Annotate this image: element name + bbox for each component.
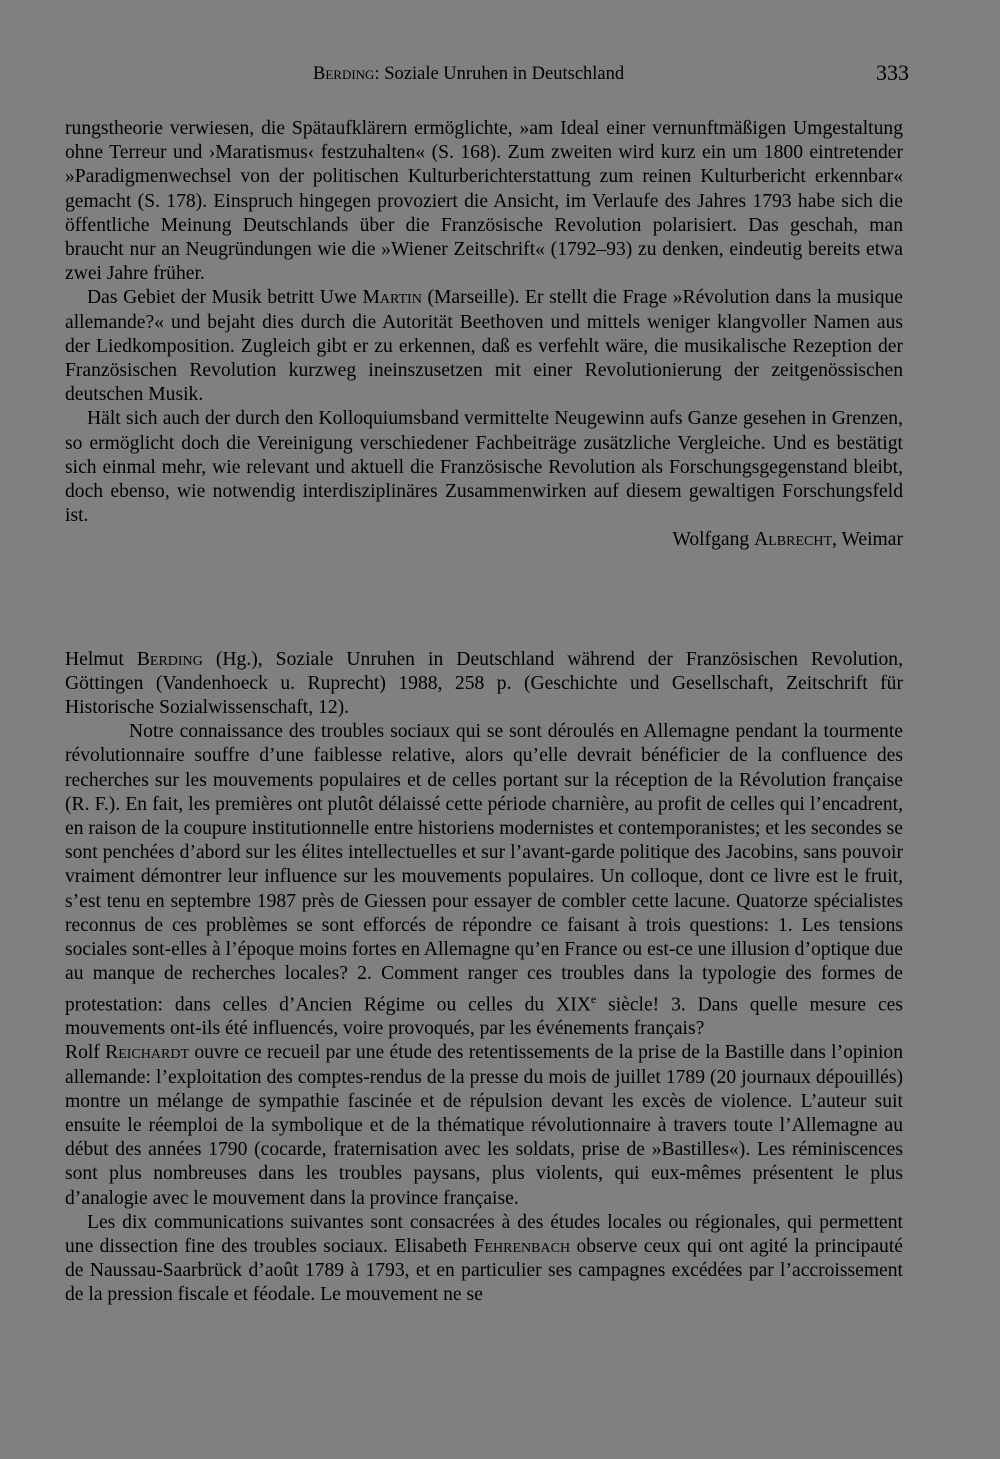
text-run: Helmut xyxy=(65,648,137,670)
running-title xyxy=(313,64,624,85)
text-run: siècle! 3. Dans quelle mesure ces mouvements ont-ils été influencés, voire provoqués, par les événements français? xyxy=(65,994,903,1040)
review1-paragraph-3: Hält sich auch der durch den Kolloquiumsband vermittelte Neugewinn aufs Ganze gesehen in Grenzen, so ermöglicht doch die Vereinigung verschiedener Fachbeiträge zusätzliche Vergleiche. Und es bestätigt sich einmal mehr, wie relevant und aktuell die Französische Revolution als Forschungsgegenstand bleibt, doch ebenso, wie notwendig interdisziplinäres Zusammenwirken auf diesem gewaltigen Forschungsfeld ist. xyxy=(65,408,903,527)
review1-signature xyxy=(65,528,903,552)
text-run: (Hg.), Soziale Unruhen in Deutschland während der Französischen Revolution, Göttingen (Vandenhoeck u. Ruprecht) 1988, 258 p. (Geschichte und Gesellschaft, Zeitschrift für Historische Sozialwissenschaft, 12). xyxy=(65,648,903,719)
author-name: Fehrenbach xyxy=(473,1236,571,1258)
author-name: Martin xyxy=(362,287,422,309)
text-run: Notre connaissance des troubles sociaux qui se sont déroulés en Allemagne pendant la tourmente révolutionnaire souffre d’une faiblesse relative, alors qu’elle devrait bénéficier de la confluence des recherches sur les mouvements populaires et de celles portant sur la réception de la Révolution française (R. F.). En fait, les premières ont plutôt délaissé cette période charnière, au profit de celles qui l’encadrent, en raison de la coupure institutionnelle entre historiens modernistes et contemporanistes; et les secondes se sont penchées d’abord sur les élites intellectuelles et sur l’avant-garde politique des Jacobins, sans pouvoir vraiment démontrer leur influence sur les mouvements populaires. Un colloque, dont ce livre est le fruit, s’est tenu en septembre 1987 près de Giessen pour essayer de combler cette lacune. Quatorze spécialistes reconnus de ces problèmes se sont efforcés de répondre ce faisant à trois questions: 1. Les tensions sociales sont-elles à l’époque moins fortes en Allemagne qu’en France ou est-ce une illusion d’optique due au manque de recherches locales? 2. Comment ranger ces troubles dans la typologie des formes de protestation: dans celles d’Ancien Régime ou celles du XIX xyxy=(65,721,903,1016)
reviewer-name: Albrecht xyxy=(754,529,833,551)
review2-paragraph-1 xyxy=(65,720,903,1041)
review2-citation xyxy=(65,648,903,721)
editor-name: Berding xyxy=(136,648,203,670)
review1-paragraph-2 xyxy=(65,286,903,407)
review1-paragraph-1: rungstheorie verwiesen, die Spätaufklärern ermöglichte, »am Ideal einer vernunftmäßigen Umgestaltung ohne Terreur und ›Maratismus‹ festzuhalten« (S. 168). Zum zweiten wird kurz ein um 1800 eintretender »Paradigmenwechsel von der politischen Kulturberichterstattung zum reinen Kulturbericht erkennbar« gemacht (S. 178). Einspruch hingegen provoziert die Ansicht, im Verlaufe des Jahres 1793 habe sich die öffentliche Meinung Deutschlands über die Französische Revolution polarisiert. Das geschah, man braucht nur an Neugründungen wie die »Wiener Zeitschrift« (1792–93) zu denken, eindeutig bereits etwa zwei Jahre früher. xyxy=(65,118,903,285)
review2-paragraph-3 xyxy=(65,1211,903,1308)
text-run: , Weimar xyxy=(832,529,903,551)
author-name: Reichardt xyxy=(105,1042,189,1064)
running-head xyxy=(65,60,909,88)
running-title-text: : Soziale Unruhen in Deutschland xyxy=(374,64,625,84)
review2-paragraph-2 xyxy=(65,1041,903,1210)
text-run: (Marseille). Er stellt die Frage »Révolution dans la musique allemande?« und bejaht dies durch die Autorität Beethoven und mittels weniger klangvoller Namen aus der Liedkomposition. Zugleich gibt er zu erkennen, daß es verfehlt wäre, die musikalische Rezeption der Französischen Revolution kurzweg ineinszusetzen mit einer Revolutionierung der zeitgenössischen deutschen Musik. xyxy=(65,287,904,406)
text-run: ouvre ce recueil par une étude des retentissements de la prise de la Bastille dans l’opinion allemande: l’exploitation des comptes-rendus de la presse du mois de juillet 1789 (20 journaux dépouillés) montre un mélange de sympathie fascinée et de répulsion devant les excès de violence. L’auteur suit ensuite le réemploi de la symbolique et de la thématique révolutionnaire à travers toute l’Allemagne au début des années 1790 (cocarde, fraternisation avec les soldats, prise de »Bastilles«). Les réminiscences sont plus nombreuses dans les troubles paysans, plus violents, qui eux-mêmes présentent le plus d’analogie avec le mouvement dans la province française. xyxy=(65,1042,903,1209)
text-run: Les dix communications suivantes sont consacrées à des études locales ou régionales, qui permettent une dissection fine des troubles sociaux. Elisabeth xyxy=(65,1211,903,1258)
page-number: 333 xyxy=(876,60,909,85)
superscript: e xyxy=(590,991,597,1006)
running-author: Berding xyxy=(313,64,375,84)
text-body xyxy=(65,117,903,1308)
text-run: Rolf xyxy=(65,1042,106,1064)
section-gap xyxy=(65,553,903,648)
text-run: observe ceux qui ont agité la principauté de Naussau-Saarbrück d’août 1789 à 1793, et en particulier ses campagnes excédées par l’accroissement de la pression fiscale et féodale. Le mouvement ne se xyxy=(65,1236,903,1306)
text-run: Wolfgang xyxy=(672,529,755,551)
text-run: Das Gebiet der Musik betritt Uwe xyxy=(87,287,363,309)
